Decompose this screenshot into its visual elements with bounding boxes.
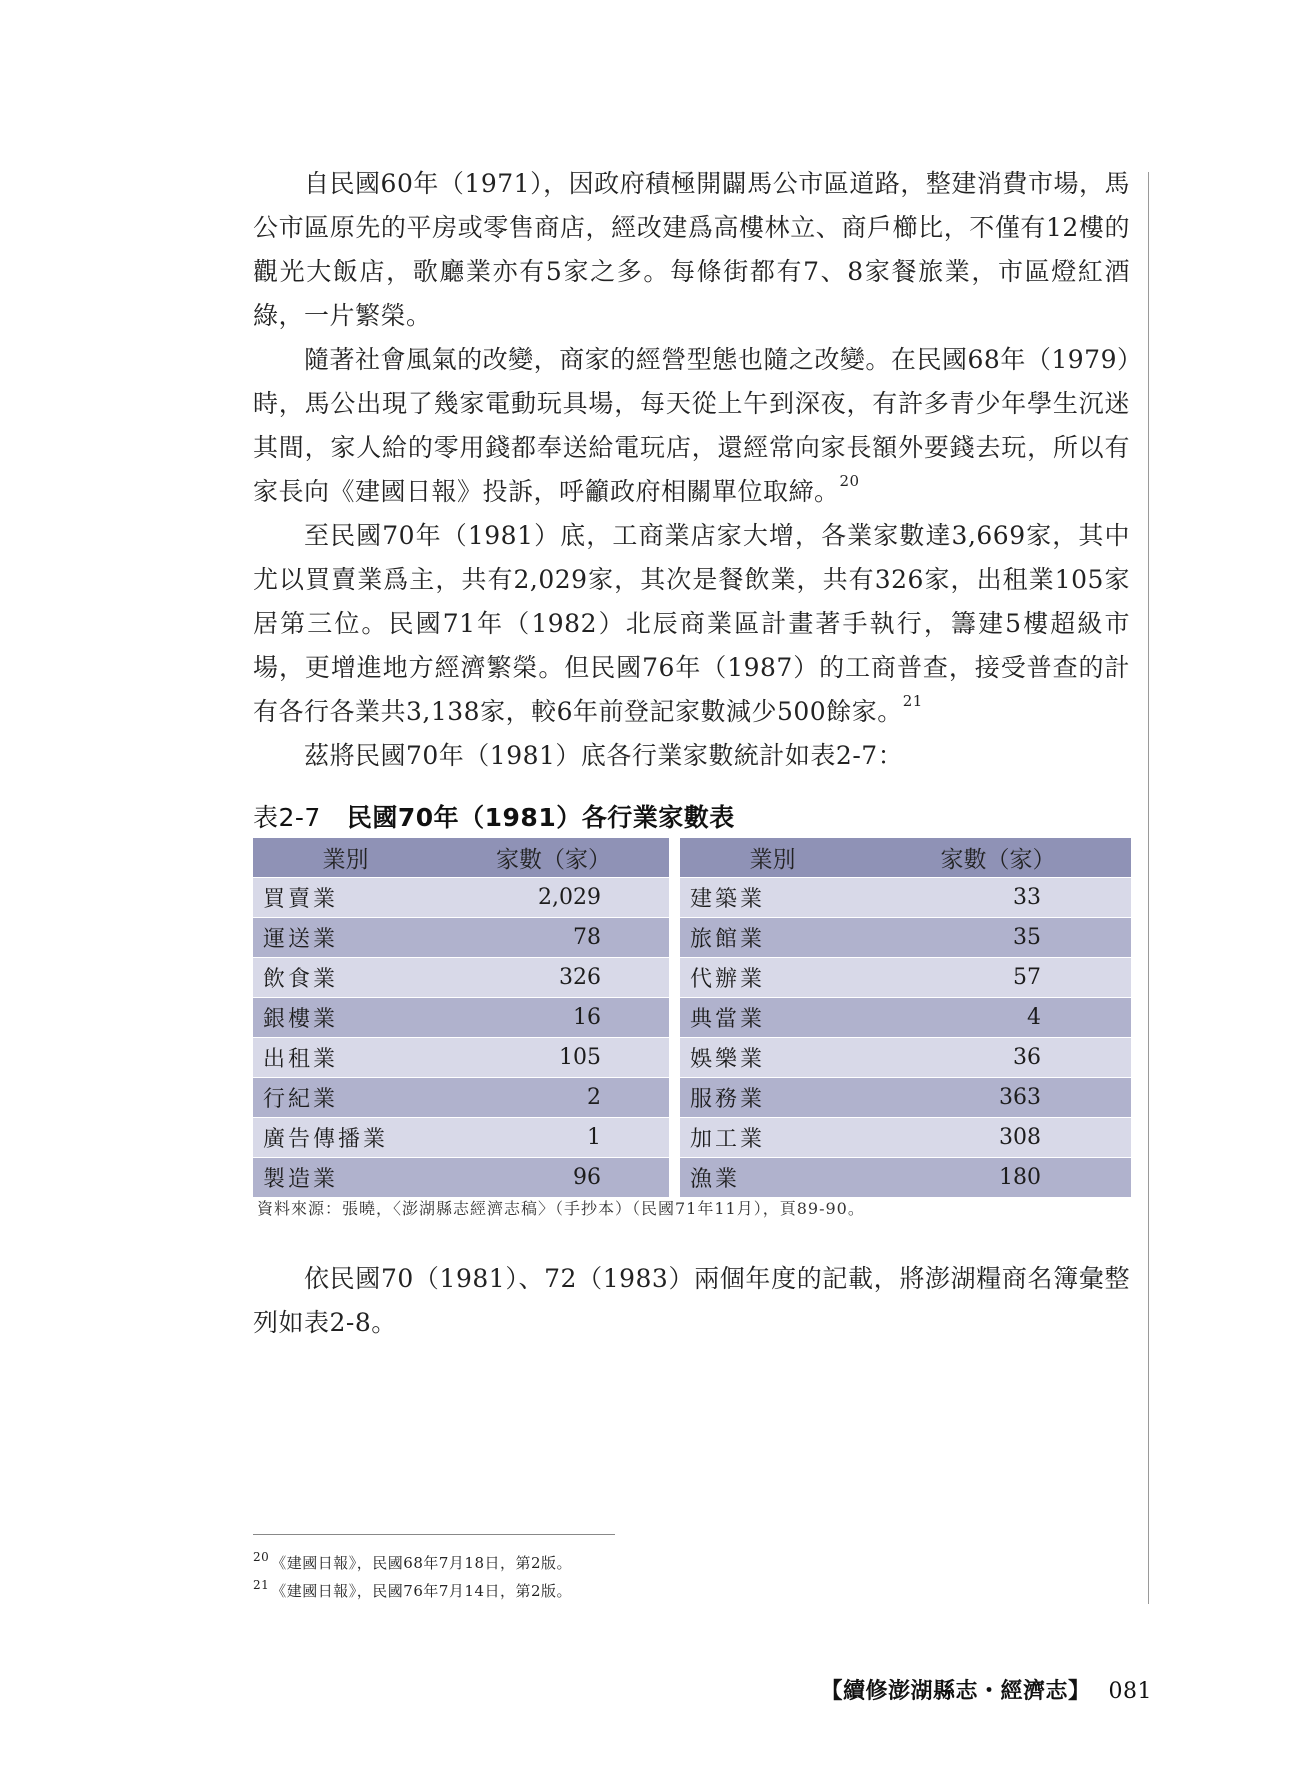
table-number: 表2-7 bbox=[253, 803, 321, 832]
industry-name: 漁業 bbox=[680, 1158, 865, 1198]
industry-count: 326 bbox=[438, 958, 669, 998]
industry-count: 57 bbox=[865, 958, 1131, 998]
industry-name: 飲食業 bbox=[253, 958, 438, 998]
industry-count: 35 bbox=[865, 918, 1131, 958]
header-industry-right: 業別 bbox=[680, 838, 865, 878]
industry-name: 行紀業 bbox=[253, 1078, 438, 1118]
industry-count: 78 bbox=[438, 918, 669, 958]
industry-name: 製造業 bbox=[253, 1158, 438, 1198]
industry-count: 4 bbox=[865, 998, 1131, 1038]
industry-count: 33 bbox=[865, 878, 1131, 918]
industry-name: 服務業 bbox=[680, 1078, 865, 1118]
industry-count: 2 bbox=[438, 1078, 669, 1118]
table-row bbox=[253, 1078, 1131, 1118]
table-source: 資料來源：張曉，〈澎湖縣志經濟志稿〉（手抄本）（民國71年11月），頁89-90。 bbox=[257, 1199, 865, 1218]
industry-count: 308 bbox=[865, 1118, 1131, 1158]
industry-name: 娛樂業 bbox=[680, 1038, 865, 1078]
footnote-21: $^{21}$ 《建國日報》，民國76年7月14日，第2版。 bbox=[253, 1578, 573, 1600]
page-number: 081 bbox=[1108, 1679, 1152, 1704]
industry-name: 建築業 bbox=[680, 878, 865, 918]
industry-name: 加工業 bbox=[680, 1118, 865, 1158]
industry-name: 銀樓業 bbox=[253, 998, 438, 1038]
industry-name: 出租業 bbox=[253, 1038, 438, 1078]
industry-count: 363 bbox=[865, 1078, 1131, 1118]
industry-count: 180 bbox=[865, 1158, 1131, 1198]
industry-count: 105 bbox=[438, 1038, 669, 1078]
header-count-left: 家數（家） bbox=[438, 838, 669, 878]
industry-count: 96 bbox=[438, 1158, 669, 1198]
body-text-upper bbox=[253, 162, 1130, 778]
table-title: 民國70年（1981）各行業家數表 bbox=[346, 803, 735, 832]
paragraph-2: 隨著社會風氣的改變，商家的經營型態也隨之改變。在民國68年（1979）時，馬公出現了幾家電動玩具場，每天從上午到深夜，有許多青少年學生沉迷其間，家人給的零用錢都奉送給電玩店，還經常向家長額外要錢去玩，所以有家長向《建國日報》投訴，呼籲政府相關單位取締。$^{20}$ bbox=[253, 345, 1130, 506]
industry-count: 1 bbox=[438, 1118, 669, 1158]
industry-name: 買賣業 bbox=[253, 878, 438, 918]
header-count-right: 家數（家） bbox=[865, 838, 1131, 878]
footnote-20: $^{20}$ 《建國日報》，民國68年7月18日，第2版。 bbox=[253, 1550, 573, 1572]
table-header-row bbox=[253, 838, 1131, 878]
paragraph-3: 至民國70年（1981）底，工商業店家大增，各業家數達3,669家，其中尤以買賣業爲主，共有2,029家，其次是餐飲業，共有326家，出租業105家居第三位。民國71年（1982）北辰商業區計畫著手執行，籌建5樓超級市場，更增進地方經濟繁榮。但民國76年（1987）的工商普查，接受普查的計有各行各業共3,138家，較6年前登記家數減少500餘家。$^{21}$ bbox=[253, 521, 1130, 726]
table-row bbox=[253, 1038, 1131, 1078]
margin-rule bbox=[1148, 172, 1149, 1604]
footnote-ref-21[interactable]: 21 bbox=[902, 692, 923, 710]
industry-count: 16 bbox=[438, 998, 669, 1038]
industry-name: 廣告傳播業 bbox=[253, 1118, 438, 1158]
table-row bbox=[253, 1158, 1131, 1198]
table-caption bbox=[253, 798, 735, 834]
table-row bbox=[253, 958, 1131, 998]
paragraph-5: 依民國70（1981）、72（1983）兩個年度的記載，將澎湖糧商名簿彙整列如表2-8。 bbox=[253, 1264, 1130, 1337]
paragraph-1: 自民國60年（1971），因政府積極開闢馬公市區道路，整建消費市場，馬公市區原先的平房或零售商店，經改建爲高樓林立、商戶櫛比，不僅有12樓的觀光大飯店，歌廳業亦有5家之多。每條街都有7、8家餐旅業，市區燈紅酒綠，一片繁榮。 bbox=[253, 169, 1130, 330]
footnote-ref-20[interactable]: 20 bbox=[839, 472, 860, 490]
page-footer bbox=[820, 1674, 1152, 1705]
industry-name: 運送業 bbox=[253, 918, 438, 958]
industry-name: 典當業 bbox=[680, 998, 865, 1038]
footnote-divider bbox=[253, 1534, 615, 1535]
book-title: 【續修澎湖縣志・經濟志】 bbox=[820, 1678, 1091, 1704]
table-row bbox=[253, 1118, 1131, 1158]
industry-name: 代辦業 bbox=[680, 958, 865, 998]
table-row bbox=[253, 918, 1131, 958]
table-body bbox=[253, 878, 1131, 1198]
industry-count: 2,029 bbox=[438, 878, 669, 918]
industry-count: 36 bbox=[865, 1038, 1131, 1078]
body-text-lower bbox=[253, 1257, 1130, 1345]
table-row bbox=[253, 878, 1131, 918]
header-industry-left: 業別 bbox=[253, 838, 438, 878]
paragraph-4: 茲將民國70年（1981）底各行業家數統計如表2-7： bbox=[304, 741, 904, 770]
table-row bbox=[253, 998, 1131, 1038]
industry-name: 旅館業 bbox=[680, 918, 865, 958]
industry-count-table bbox=[253, 838, 1131, 1198]
